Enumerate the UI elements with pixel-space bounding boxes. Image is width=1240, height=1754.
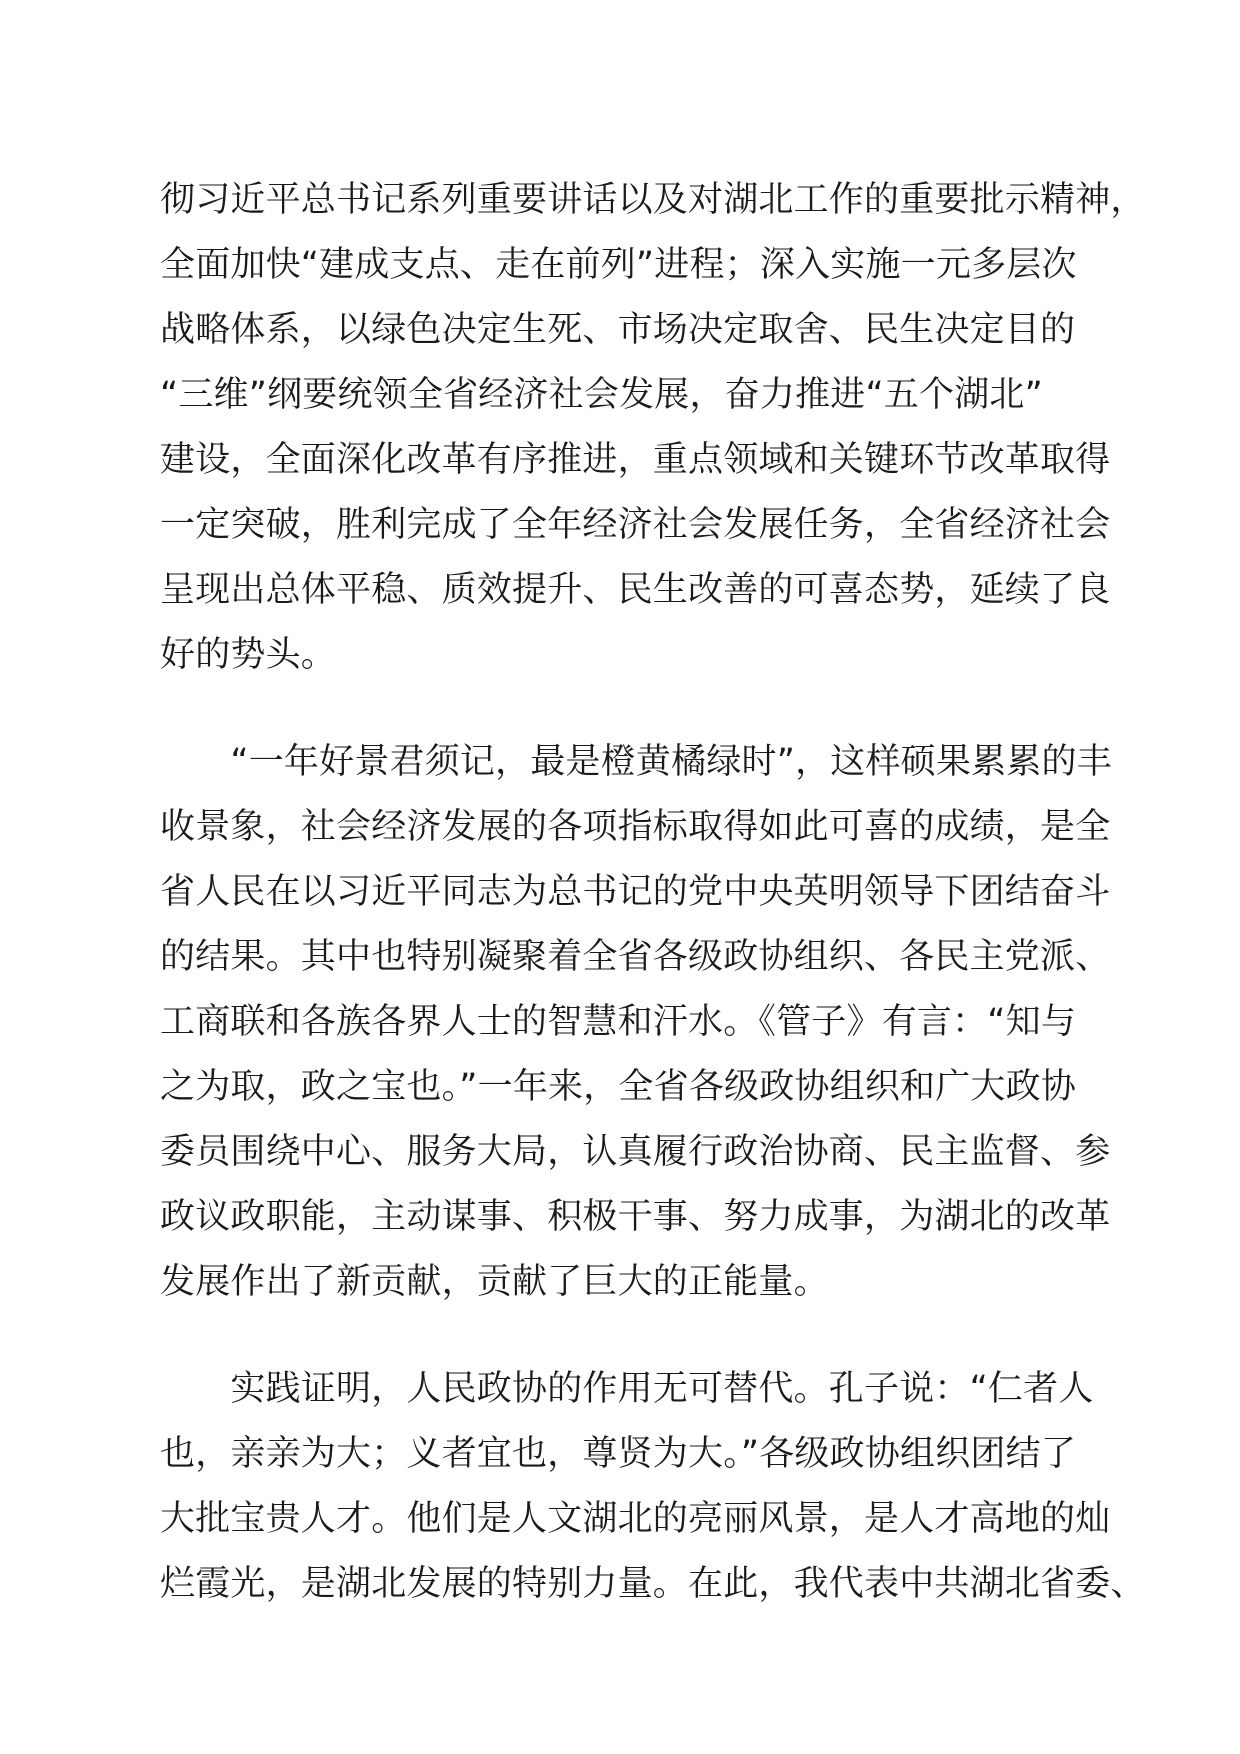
paragraph-spacer (160, 688, 1100, 730)
paragraph-spacer (160, 1315, 1100, 1357)
text-line: 工商联和各族各界人士的智慧和汗水。《管子》有言：“知与 (160, 1002, 1077, 1042)
text-line: 战略体系，以绿色决定生死、市场决定取舍、民生决定目的 (160, 310, 1076, 350)
text-line: 好的势头。 (160, 635, 337, 675)
paragraph-2 (160, 730, 1112, 1315)
text-line: 建设，全面深化改革有序推进，重点领域和关键环节改革取得 (160, 440, 1111, 480)
paragraph-1 (160, 168, 1146, 688)
text-line: 收景象，社会经济发展的各项指标取得如此可喜的成绩，是全 (160, 807, 1111, 847)
text-line: 的结果。其中也特别凝聚着全省各级政协组织、各民主党派、 (160, 937, 1111, 977)
text-line: “一年好景君须记，最是橙黄橘绿时”，这样硕果累累的丰 (160, 742, 1112, 782)
text-line: 一定突破，胜利完成了全年经济社会发展任务，全省经济社会 (160, 505, 1111, 545)
text-line: 烂霞光，是湖北发展的特别力量。在此，我代表中共湖北省委、 (160, 1564, 1146, 1604)
text-line: 政议政职能，主动谋事、积极干事、努力成事，为湖北的改革 (160, 1197, 1111, 1237)
text-line: 之为取，政之宝也。”一年来，全省各级政协组织和广大政协 (160, 1067, 1077, 1107)
body-text (160, 168, 1146, 1617)
text-line: 实践证明，人民政协的作用无可替代。孔子说：“仁者人 (160, 1369, 1094, 1409)
text-line: 呈现出总体平稳、质效提升、民生改善的可喜态势，延续了良 (160, 570, 1111, 610)
text-line: 委员围绕中心、服务大局，认真履行政治协商、民主监督、参 (160, 1132, 1111, 1172)
text-line: 省人民在以习近平同志为总书记的党中央英明领导下团结奋斗 (160, 872, 1111, 912)
text-line: 全面加快“建成支点、走在前列”进程；深入实施一元多层次 (160, 245, 1077, 285)
text-line: 也，亲亲为大；义者宜也，尊贤为大。”各级政协组织团结了 (160, 1434, 1077, 1474)
text-line: 彻习近平总书记系列重要讲话以及对湖北工作的重要批示精神， (160, 180, 1146, 220)
text-line: 大批宝贵人才。他们是人文湖北的亮丽风景，是人才高地的灿 (160, 1499, 1111, 1539)
paragraph-3 (160, 1357, 1146, 1617)
text-line: “三维”纲要统领全省经济社会发展，奋力推进“五个湖北” (160, 375, 1043, 415)
text-line: 发展作出了新贡献，贡献了巨大的正能量。 (160, 1262, 829, 1302)
